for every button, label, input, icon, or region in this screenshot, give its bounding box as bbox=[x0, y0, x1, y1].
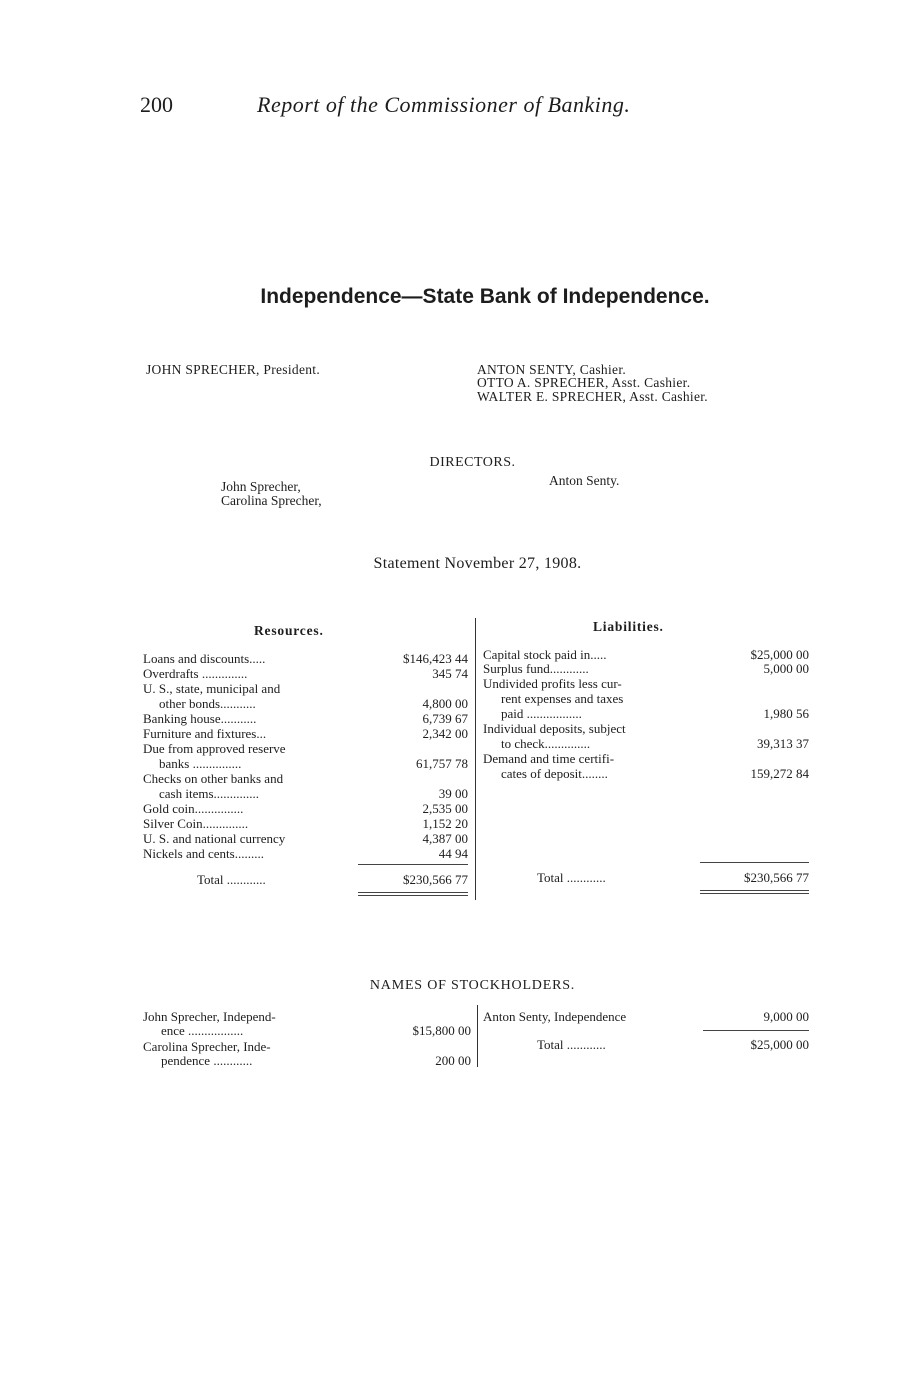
total-amount: $230,566 77 bbox=[403, 872, 468, 887]
list-item bbox=[161, 1023, 471, 1039]
stockholder-amount: 200 00 bbox=[435, 1053, 471, 1068]
table-row bbox=[143, 726, 468, 742]
row-amount: 4,387 00 bbox=[422, 831, 468, 846]
row-label: Checks on other banks and bbox=[143, 771, 284, 786]
stockholder-name: John Sprecher, Independ- bbox=[143, 1009, 276, 1024]
row-label: rent expenses and taxes bbox=[501, 691, 624, 706]
table-row bbox=[483, 721, 809, 737]
row-amount: 39 00 bbox=[438, 786, 468, 801]
officer-asst-cashier-1: OTTO A. SPRECHER, Asst. Cashier. bbox=[477, 375, 691, 390]
subtotal-rule bbox=[700, 862, 809, 863]
row-label: cates of deposit........ bbox=[501, 766, 608, 781]
subtotal-rule bbox=[703, 1030, 809, 1031]
stockholder-name: Anton Senty, Independence bbox=[483, 1009, 627, 1024]
row-label: Nickels and cents......... bbox=[143, 846, 264, 861]
row-label: U. S., state, municipal and bbox=[143, 681, 281, 696]
stockholder-name: ence ................. bbox=[161, 1023, 244, 1038]
row-label: cash items.............. bbox=[159, 786, 260, 801]
bank-title: Independence—State Bank of Independence. bbox=[260, 285, 710, 308]
table-row bbox=[143, 651, 468, 667]
table-row bbox=[143, 831, 468, 847]
row-amount: 5,000 00 bbox=[763, 661, 809, 676]
table-row bbox=[143, 666, 468, 682]
row-label: to check.............. bbox=[501, 736, 591, 751]
table-row bbox=[143, 816, 468, 832]
total-double-rule bbox=[358, 895, 468, 896]
table-row bbox=[501, 691, 809, 707]
table-row bbox=[143, 801, 468, 817]
row-amount: 61,757 78 bbox=[416, 756, 468, 771]
total-label: Total ............ bbox=[197, 872, 266, 887]
row-amount: 4,800 00 bbox=[422, 696, 468, 711]
total-double-rule bbox=[358, 892, 468, 893]
row-label: Banking house........... bbox=[143, 711, 257, 726]
total-amount: $230,566 77 bbox=[744, 870, 809, 885]
statement-heading: Statement November 27, 1908. bbox=[373, 555, 582, 572]
row-amount: 1,980 56 bbox=[763, 706, 809, 721]
list-item bbox=[483, 1009, 809, 1025]
table-row bbox=[159, 786, 468, 802]
stockholders-total-row bbox=[537, 1037, 809, 1053]
row-amount: $25,000 00 bbox=[750, 647, 809, 662]
resources-heading: Resources. bbox=[254, 623, 324, 638]
directors-heading: DIRECTORS. bbox=[429, 455, 516, 470]
total-double-rule bbox=[700, 890, 809, 891]
page-number: 200 bbox=[140, 92, 173, 117]
row-label: Surplus fund............ bbox=[483, 661, 589, 676]
subtotal-rule bbox=[358, 864, 468, 865]
row-amount: 2,535 00 bbox=[422, 801, 468, 816]
row-label: Overdrafts .............. bbox=[143, 666, 248, 681]
table-row bbox=[143, 741, 468, 757]
row-label: Capital stock paid in..... bbox=[483, 647, 607, 662]
row-label: Loans and discounts..... bbox=[143, 651, 266, 666]
row-amount: 1,152 20 bbox=[422, 816, 468, 831]
table-row bbox=[143, 771, 468, 787]
liabilities-total-row bbox=[537, 870, 809, 886]
table-row bbox=[483, 676, 809, 692]
row-amount: 159,272 84 bbox=[750, 766, 809, 781]
table-row bbox=[143, 711, 468, 727]
row-label: Undivided profits less cur- bbox=[483, 676, 622, 691]
stockholder-amount: $15,800 00 bbox=[412, 1023, 471, 1038]
table-row bbox=[159, 696, 468, 712]
row-label: banks ............... bbox=[159, 756, 242, 771]
total-label: Total ............ bbox=[537, 1037, 606, 1052]
table-row bbox=[501, 736, 809, 752]
officer-cashier: ANTON SENTY, Cashier. bbox=[477, 362, 627, 377]
table-row bbox=[501, 706, 809, 722]
row-label: paid ................. bbox=[501, 706, 582, 721]
list-item bbox=[161, 1053, 471, 1069]
director-name: John Sprecher, bbox=[221, 479, 301, 494]
officer-asst-cashier-2: WALTER E. SPRECHER, Asst. Cashier. bbox=[477, 389, 708, 404]
table-row bbox=[159, 756, 468, 772]
row-amount: 44 94 bbox=[438, 846, 468, 861]
resources-total-row bbox=[197, 872, 468, 888]
row-amount: $146,423 44 bbox=[403, 651, 468, 666]
column-divider bbox=[477, 1005, 478, 1067]
table-row bbox=[483, 751, 809, 767]
row-label: Silver Coin.............. bbox=[143, 816, 249, 831]
stockholder-name: Carolina Sprecher, Inde- bbox=[143, 1039, 271, 1054]
row-amount: 345 74 bbox=[432, 666, 468, 681]
row-label: Demand and time certifi- bbox=[483, 751, 615, 766]
row-amount: 6,739 67 bbox=[422, 711, 468, 726]
liabilities-heading: Liabilities. bbox=[593, 619, 664, 634]
row-label: U. S. and national currency bbox=[143, 831, 286, 846]
row-label: other bonds........... bbox=[159, 696, 256, 711]
row-label: Individual deposits, subject bbox=[483, 721, 626, 736]
row-label: Gold coin............... bbox=[143, 801, 244, 816]
running-title: Report of the Commissioner of Banking. bbox=[257, 92, 631, 117]
row-amount: 2,342 00 bbox=[422, 726, 468, 741]
row-amount: 39,313 37 bbox=[757, 736, 809, 751]
table-row bbox=[501, 766, 809, 782]
total-label: Total ............ bbox=[537, 870, 606, 885]
stockholder-name: pendence ............ bbox=[161, 1053, 253, 1068]
stockholder-amount: 9,000 00 bbox=[763, 1009, 809, 1024]
stockholders-heading: NAMES OF STOCKHOLDERS. bbox=[369, 978, 576, 993]
table-row bbox=[483, 661, 809, 677]
row-label: Due from approved reserve bbox=[143, 741, 286, 756]
total-double-rule bbox=[700, 893, 809, 894]
row-label: Furniture and fixtures... bbox=[143, 726, 267, 741]
total-amount: $25,000 00 bbox=[750, 1037, 809, 1052]
director-name: Carolina Sprecher, bbox=[221, 493, 322, 508]
director-name: Anton Senty. bbox=[549, 473, 620, 488]
table-row bbox=[143, 846, 468, 862]
table-row bbox=[143, 681, 468, 697]
column-divider bbox=[475, 618, 476, 900]
officer-president: JOHN SPRECHER, President. bbox=[146, 362, 321, 377]
